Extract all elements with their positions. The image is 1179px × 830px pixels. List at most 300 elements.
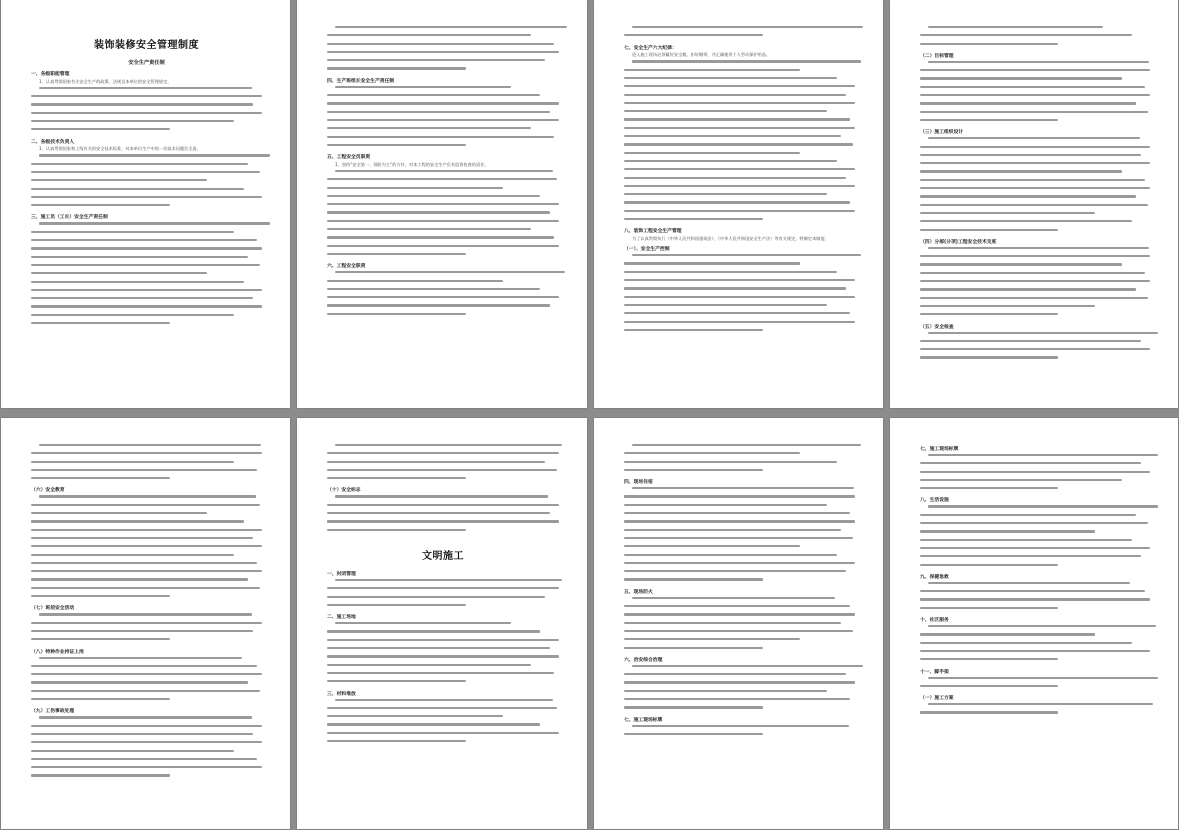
- paragraph-text-lines: [920, 26, 1150, 49]
- text-line: [31, 716, 262, 722]
- text-line: [920, 625, 1150, 631]
- body-paragraph: 为了认真贯彻执行《中华人民共和国建筑法》、《中华人民共和国安全生产法》等有关规定，特制定本制度。: [632, 235, 829, 241]
- text-line: [327, 529, 559, 535]
- text-line: [920, 479, 1150, 485]
- text-line: [624, 143, 855, 149]
- text-line: [624, 160, 855, 166]
- text-line: [624, 706, 855, 712]
- text-line: [920, 607, 1150, 613]
- section-heading: 六、工程安全职责: [327, 264, 366, 270]
- text-line: [327, 512, 559, 518]
- paragraph-text-lines: [31, 716, 262, 780]
- text-line: [327, 144, 559, 150]
- paragraph-text-lines: [31, 222, 262, 328]
- text-line: [31, 554, 262, 560]
- text-line: [624, 218, 855, 224]
- text-line: [327, 477, 559, 483]
- text-line: [327, 715, 559, 721]
- section-heading: 四、生产班组长安全生产责任制: [327, 78, 395, 84]
- text-line: [920, 102, 1150, 108]
- text-line: [624, 554, 855, 560]
- text-line: [31, 665, 262, 671]
- text-line: [327, 630, 559, 636]
- text-line: [920, 530, 1150, 536]
- text-line: [31, 537, 262, 543]
- text-line: [327, 520, 559, 526]
- text-line: [624, 279, 855, 285]
- paragraph-text-lines: [31, 154, 262, 210]
- section-heading: （四）分部(分项)工程安全技术交底: [920, 239, 997, 245]
- text-line: [327, 203, 559, 209]
- paragraph-text-lines: [31, 444, 262, 483]
- text-line: [920, 471, 1150, 477]
- text-line: [31, 305, 262, 311]
- text-line: [920, 187, 1150, 193]
- text-line: [327, 604, 559, 610]
- text-line: [31, 128, 262, 134]
- text-line: [920, 43, 1150, 49]
- text-line: [31, 239, 262, 245]
- section-heading: 四、现场住宿: [624, 480, 653, 486]
- text-line: [31, 512, 262, 518]
- text-line: [624, 110, 855, 116]
- text-line: [327, 34, 559, 40]
- text-line: [920, 204, 1150, 210]
- text-line: [31, 171, 262, 177]
- paragraph-text-lines: [31, 495, 262, 601]
- text-line: [920, 195, 1150, 201]
- text-line: [624, 613, 855, 619]
- text-line: [624, 177, 855, 183]
- text-line: [920, 154, 1150, 160]
- text-line: [31, 477, 262, 483]
- text-line: [920, 86, 1150, 92]
- paragraph-text-lines: [327, 444, 559, 483]
- text-line: [920, 162, 1150, 168]
- text-line: [920, 487, 1150, 493]
- text-line: [31, 256, 262, 262]
- paragraph-text-lines: [327, 26, 559, 74]
- text-line: [920, 564, 1150, 570]
- text-line: [624, 597, 855, 603]
- text-line: [327, 707, 559, 713]
- text-line: [624, 630, 855, 636]
- paragraph-text-lines: [327, 579, 559, 610]
- text-line: [31, 733, 262, 739]
- text-line: [31, 698, 262, 704]
- document-title: 装饰装修安全管理制度: [94, 40, 199, 51]
- paragraph-text-lines: [624, 725, 855, 740]
- text-line: [624, 725, 855, 731]
- text-line: [327, 253, 559, 259]
- text-line: [624, 152, 855, 158]
- text-line: [31, 741, 262, 747]
- text-line: [920, 685, 1150, 691]
- text-line: [327, 195, 559, 201]
- text-line: [31, 529, 262, 535]
- text-line: [920, 340, 1150, 346]
- section-heading: 二、施工场地: [327, 615, 356, 621]
- text-line: [920, 94, 1150, 100]
- text-line: [31, 154, 262, 160]
- text-line: [327, 86, 559, 92]
- text-line: [327, 170, 559, 176]
- text-line: [327, 723, 559, 729]
- text-line: [31, 247, 262, 253]
- text-line: [624, 504, 855, 510]
- document-page-7: [594, 418, 883, 829]
- section-heading: 三、施工员（工长）安全生产责任制: [31, 215, 108, 221]
- text-line: [920, 356, 1150, 362]
- text-line: [624, 102, 855, 108]
- text-line: [624, 254, 855, 260]
- text-line: [31, 272, 262, 278]
- text-line: [327, 178, 559, 184]
- text-line: [327, 596, 559, 602]
- section-heading: （九）工伤事故处理: [31, 709, 75, 715]
- text-line: [31, 297, 262, 303]
- text-line: [920, 332, 1150, 338]
- paragraph-text-lines: [920, 332, 1150, 363]
- section-heading: （八）特种作业持证上岗: [31, 649, 84, 655]
- text-line: [624, 304, 855, 310]
- text-line: [920, 229, 1150, 235]
- text-line: [31, 638, 262, 644]
- text-line: [624, 60, 855, 66]
- text-line: [920, 454, 1150, 460]
- text-line: [920, 212, 1150, 218]
- text-line: [31, 112, 262, 118]
- text-line: [624, 638, 855, 644]
- text-line: [624, 529, 855, 535]
- paragraph-text-lines: [31, 87, 262, 135]
- paragraph-text-lines: [920, 677, 1150, 692]
- text-line: [624, 512, 855, 518]
- text-line: [920, 272, 1150, 278]
- text-line: [624, 321, 855, 327]
- text-line: [327, 51, 559, 57]
- text-line: [920, 505, 1150, 511]
- text-line: [624, 495, 855, 501]
- text-line: [327, 672, 559, 678]
- text-line: [31, 520, 262, 526]
- text-line: [624, 690, 855, 696]
- text-line: [31, 758, 262, 764]
- text-line: [31, 690, 262, 696]
- section-heading: 七、安全生产六大纪律：: [624, 45, 677, 51]
- section-heading: （五）安全检查: [920, 324, 954, 330]
- section-heading: 五、现场防火: [624, 589, 653, 595]
- text-line: [624, 487, 855, 493]
- text-line: [327, 579, 559, 585]
- paragraph-text-lines: [920, 625, 1150, 664]
- text-line: [31, 587, 262, 593]
- text-line: [920, 69, 1150, 75]
- text-line: [920, 590, 1150, 596]
- section-heading: （三）施工组织设计: [920, 130, 964, 136]
- paragraph-text-lines: [327, 622, 559, 686]
- text-line: [327, 211, 559, 217]
- text-line: [920, 220, 1150, 226]
- section-heading: （七）班前安全活动: [31, 606, 75, 612]
- text-line: [31, 188, 262, 194]
- paragraph-text-lines: [920, 505, 1150, 569]
- section-heading: 八、生活设施: [920, 498, 949, 504]
- text-line: [920, 137, 1150, 143]
- text-line: [920, 514, 1150, 520]
- text-line: [624, 127, 855, 133]
- text-line: [624, 681, 855, 687]
- document-page-3: [594, 0, 883, 408]
- section-heading: （一）、安全生产控制: [624, 247, 670, 253]
- text-line: [624, 210, 855, 216]
- paragraph-text-lines: [624, 254, 855, 335]
- section-heading: 十一、脚手架: [920, 669, 949, 675]
- text-line: [624, 262, 855, 268]
- paragraph-text-lines: [920, 61, 1150, 125]
- text-line: [327, 26, 559, 32]
- section-heading: 二、各级技术负责人: [31, 139, 75, 145]
- paragraph-text-lines: [327, 86, 559, 150]
- text-line: [624, 185, 855, 191]
- section-heading: （二）目标管理: [920, 53, 954, 59]
- text-line: [31, 622, 262, 628]
- paragraph-text-lines: [624, 26, 855, 41]
- text-line: [327, 220, 559, 226]
- text-line: [624, 733, 855, 739]
- text-line: [31, 452, 262, 458]
- text-line: [31, 545, 262, 551]
- text-line: [920, 555, 1150, 561]
- text-line: [624, 578, 855, 584]
- text-line: [920, 247, 1150, 253]
- text-line: [327, 67, 559, 73]
- section-heading: 五、工程安全员职责: [327, 155, 371, 161]
- section-heading: 一、封闭管理: [327, 571, 356, 577]
- text-line: [624, 452, 855, 458]
- text-line: [31, 750, 262, 756]
- text-line: [31, 444, 262, 450]
- text-line: [327, 94, 559, 100]
- text-line: [920, 547, 1150, 553]
- text-line: [327, 271, 559, 277]
- text-line: [31, 495, 262, 501]
- text-line: [31, 120, 262, 126]
- text-line: [920, 119, 1150, 125]
- text-line: [920, 703, 1150, 709]
- text-line: [624, 570, 855, 576]
- text-line: [920, 34, 1150, 40]
- paragraph-text-lines: [327, 271, 559, 319]
- text-line: [920, 313, 1150, 319]
- body-paragraph: 1、认真贯彻国家和上级有关的安全技术标准，对本单位生产中的一切技术问题负全责。: [39, 146, 201, 152]
- text-line: [624, 118, 855, 124]
- text-line: [31, 562, 262, 568]
- text-line: [624, 444, 855, 450]
- text-line: [31, 87, 262, 93]
- text-line: [624, 545, 855, 551]
- document-page-8: [890, 418, 1178, 829]
- text-line: [327, 296, 559, 302]
- section-heading: （六）安全教育: [31, 488, 65, 494]
- document-page-6: [297, 418, 587, 829]
- text-line: [920, 146, 1150, 152]
- text-line: [31, 613, 262, 619]
- text-line: [624, 520, 855, 526]
- text-line: [31, 281, 262, 287]
- text-line: [327, 304, 559, 310]
- text-line: [31, 657, 262, 663]
- text-line: [31, 595, 262, 601]
- text-line: [624, 34, 855, 40]
- text-line: [920, 263, 1150, 269]
- text-line: [920, 650, 1150, 656]
- paragraph-text-lines: [920, 454, 1150, 493]
- document-title: 文明施工: [422, 550, 464, 562]
- text-line: [31, 570, 262, 576]
- document-page-1: [1, 0, 290, 408]
- text-line: [31, 681, 262, 687]
- text-line: [920, 288, 1150, 294]
- text-line: [327, 228, 559, 234]
- section-heading: 八、装饰工程安全生产管理: [624, 229, 682, 235]
- text-line: [624, 622, 855, 628]
- text-line: [624, 665, 855, 671]
- text-line: [920, 26, 1150, 32]
- text-line: [31, 222, 262, 228]
- text-line: [624, 296, 855, 302]
- paragraph-text-lines: [920, 137, 1150, 235]
- document-subtitle: 安全生产责任制: [128, 60, 165, 66]
- text-line: [327, 59, 559, 65]
- text-line: [920, 633, 1150, 639]
- text-line: [327, 732, 559, 738]
- text-line: [920, 598, 1150, 604]
- text-line: [624, 537, 855, 543]
- text-line: [327, 136, 559, 142]
- text-line: [31, 504, 262, 510]
- text-line: [624, 26, 855, 32]
- text-line: [327, 280, 559, 286]
- text-line: [327, 622, 559, 628]
- text-line: [624, 69, 855, 75]
- section-heading: 九、保健急救: [920, 574, 949, 580]
- text-line: [327, 102, 559, 108]
- text-line: [624, 562, 855, 568]
- text-line: [31, 196, 262, 202]
- section-heading: 六、治安综合治理: [624, 657, 663, 663]
- text-line: [920, 111, 1150, 117]
- document-page-4: [890, 0, 1178, 408]
- section-heading: 七、施工现场标牌: [920, 447, 959, 452]
- text-line: [920, 255, 1150, 261]
- text-line: [31, 578, 262, 584]
- text-line: [327, 288, 559, 294]
- paragraph-text-lines: [327, 170, 559, 259]
- text-line: [31, 204, 262, 210]
- paragraph-text-lines: [31, 657, 262, 705]
- text-line: [920, 280, 1150, 286]
- text-line: [327, 245, 559, 251]
- text-line: [920, 462, 1150, 468]
- text-line: [327, 461, 559, 467]
- text-line: [31, 774, 262, 780]
- paragraph-text-lines: [920, 582, 1150, 613]
- paragraph-text-lines: [920, 703, 1150, 718]
- text-line: [31, 179, 262, 185]
- section-heading: 十、社区服务: [920, 618, 949, 624]
- paragraph-text-lines: [624, 665, 855, 713]
- text-line: [624, 201, 855, 207]
- text-line: [31, 630, 262, 636]
- text-line: [920, 179, 1150, 185]
- text-line: [327, 680, 559, 686]
- text-line: [624, 605, 855, 611]
- text-line: [327, 187, 559, 193]
- text-line: [327, 236, 559, 242]
- paragraph-text-lines: [327, 699, 559, 747]
- body-paragraph: 进入施工现场必须戴好安全帽，扣好帽带，并正确使用个人劳动保护用品。: [632, 52, 771, 58]
- text-line: [920, 77, 1150, 83]
- text-line: [327, 664, 559, 670]
- paragraph-text-lines: [920, 247, 1150, 320]
- section-heading: （十）安全标志: [327, 488, 361, 494]
- text-line: [31, 95, 262, 101]
- text-line: [327, 699, 559, 705]
- text-line: [327, 495, 559, 501]
- text-line: [624, 698, 855, 704]
- paragraph-text-lines: [327, 495, 559, 534]
- text-line: [31, 461, 262, 467]
- text-line: [327, 740, 559, 746]
- text-line: [327, 655, 559, 661]
- text-line: [31, 289, 262, 295]
- text-line: [327, 127, 559, 133]
- text-line: [624, 287, 855, 293]
- document-page-5: [1, 418, 290, 829]
- paragraph-text-lines: [624, 597, 855, 653]
- text-line: [920, 642, 1150, 648]
- text-line: [31, 314, 262, 320]
- text-line: [624, 271, 855, 277]
- text-line: [920, 522, 1150, 528]
- text-line: [624, 193, 855, 199]
- section-heading: 三、材料堆放: [327, 691, 356, 697]
- text-line: [327, 119, 559, 125]
- text-line: [31, 725, 262, 731]
- text-line: [31, 766, 262, 772]
- text-line: [920, 582, 1150, 588]
- text-line: [920, 711, 1150, 717]
- text-line: [920, 170, 1150, 176]
- text-line: [31, 469, 262, 475]
- text-line: [920, 348, 1150, 354]
- text-line: [624, 85, 855, 91]
- text-line: [327, 504, 559, 510]
- text-line: [920, 305, 1150, 311]
- text-line: [624, 647, 855, 653]
- text-line: [920, 539, 1150, 545]
- text-line: [327, 452, 559, 458]
- text-line: [327, 313, 559, 319]
- section-heading: 七、施工现场标牌: [624, 717, 663, 723]
- text-line: [31, 103, 262, 109]
- text-line: [920, 61, 1150, 67]
- text-line: [31, 322, 262, 328]
- text-line: [327, 469, 559, 475]
- document-page-2: [297, 0, 587, 408]
- text-line: [327, 647, 559, 653]
